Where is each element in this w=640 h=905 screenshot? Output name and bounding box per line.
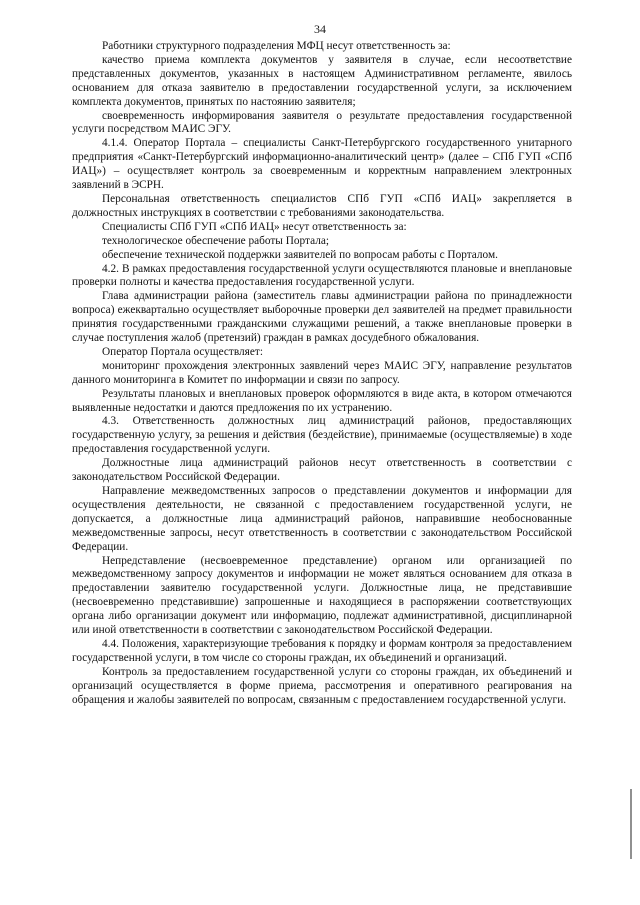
paragraph: Работники структурного подразделения МФЦ несут ответственность за: [102, 40, 451, 52]
paragraph: Персональная ответственность специалистов СПб ГУП «СПб ИАЦ» закрепляется в должностных инструкциях в соответствии с требованиями законодательства. [72, 192, 572, 219]
paragraph: Специалисты СПб ГУП «СПб ИАЦ» несут ответственность за: [102, 220, 407, 233]
paragraph: Непредставление (несвоевременное представление) органом или организацией по межведомственному запросу документов и информации не может являться основанием для отказа в предоставлении заявителю государственной услуги. Должностные лица, не представившие (несвоевременно представившие) запрошенные и находящиеся в распоряжении соответствующих органа либо организации документ или информацию, подлежат административной, дисциплинарной или иной ответственности в соответствии с законодательством Российской Федерации. [72, 554, 572, 637]
paragraph: 4.2. В рамках предоставления государственной услуги осуществляются плановые и внеплановые проверки полноты и качества предоставления государственной услуги. [72, 262, 572, 289]
scan-edge-mark [630, 789, 632, 859]
paragraph: 4.3. Ответственность должностных лиц администраций районов, предоставляющих государственную услугу, за решения и действия (бездействие), принимаемые (осуществляемые) в ходе предоставления государственной услуги. [72, 415, 572, 456]
paragraph: своевременность информирования заявителя о результате предоставления государственной услуги посредством МАИС ЭГУ. [72, 109, 572, 136]
document-body [72, 40, 572, 708]
paragraph: Должностные лица администраций районов несут ответственность в соответствии с законодательством Российской Федерации. [72, 457, 572, 484]
paragraph: Глава администрации района (заместитель главы администрации района по принадлежности вопроса) ежеквартально осуществляет выборочные проверки дел заявителей на предмет правильности принятия государственными гражданскими служащими решений, а также внеплановые проверки в случае поступления жалоб (претензий) граждан в рамках досудебного обжалования. [72, 290, 572, 345]
paragraph: обеспечение технической поддержки заявителей по вопросам работы с Порталом. [102, 248, 498, 261]
paragraph: 4.4. Положения, характеризующие требования к порядку и формам контроля за предоставлением государственной услуги, в том числе со стороны граждан, их объединений и организаций. [72, 637, 572, 664]
paragraph: 4.1.4. Оператор Портала – специалисты Санкт-Петербургского государственного унитарного предприятия «Санкт-Петербургский информационно-аналитический центр» (далее – СПб ГУП «СПб ИАЦ») – осуществляет контроль за своевременным и корректным направлением электронных заявлений в ЭСРН. [72, 137, 572, 192]
paragraph: технологическое обеспечение работы Портала; [102, 234, 329, 247]
paragraph: Контроль за предоставлением государственной услуги со стороны граждан, их объединений и организаций осуществляется в форме приема, рассмотрения и оперативного реагирования на обращения и жалобы заявителей по вопросам, связанным с предоставлением государственной услуги. [72, 665, 572, 706]
page-number: 34 [314, 22, 326, 36]
paragraph: Направление межведомственных запросов о представлении документов и информации для осуществления деятельности, не связанной с предоставлением государственной услуги, не допускается, а должностные лица администраций районов, направившие необоснованные межведомственные запросы, несут ответственность в соответствии с законодательством Российской Федерации. [72, 485, 572, 553]
paragraph: качество приема комплекта документов у заявителя в случае, если несоответствие представленных документов, указанных в настоящем Административном регламенте, явилось основанием для отказа заявителю в предоставлении государственной услуги, за исключением комплекта документов, принятых по настоянию заявителя; [72, 53, 572, 108]
paragraph: Оператор Портала осуществляет: [102, 345, 263, 358]
paragraph: мониторинг прохождения электронных заявлений через МАИС ЭГУ, направление результатов данного мониторинга в Комитет по информации и связи по запросу. [72, 359, 572, 386]
paragraph: Результаты плановых и внеплановых проверок оформляются в виде акта, в котором отмечаются выявленные недостатки и даются предложения по их устранению. [72, 387, 572, 414]
